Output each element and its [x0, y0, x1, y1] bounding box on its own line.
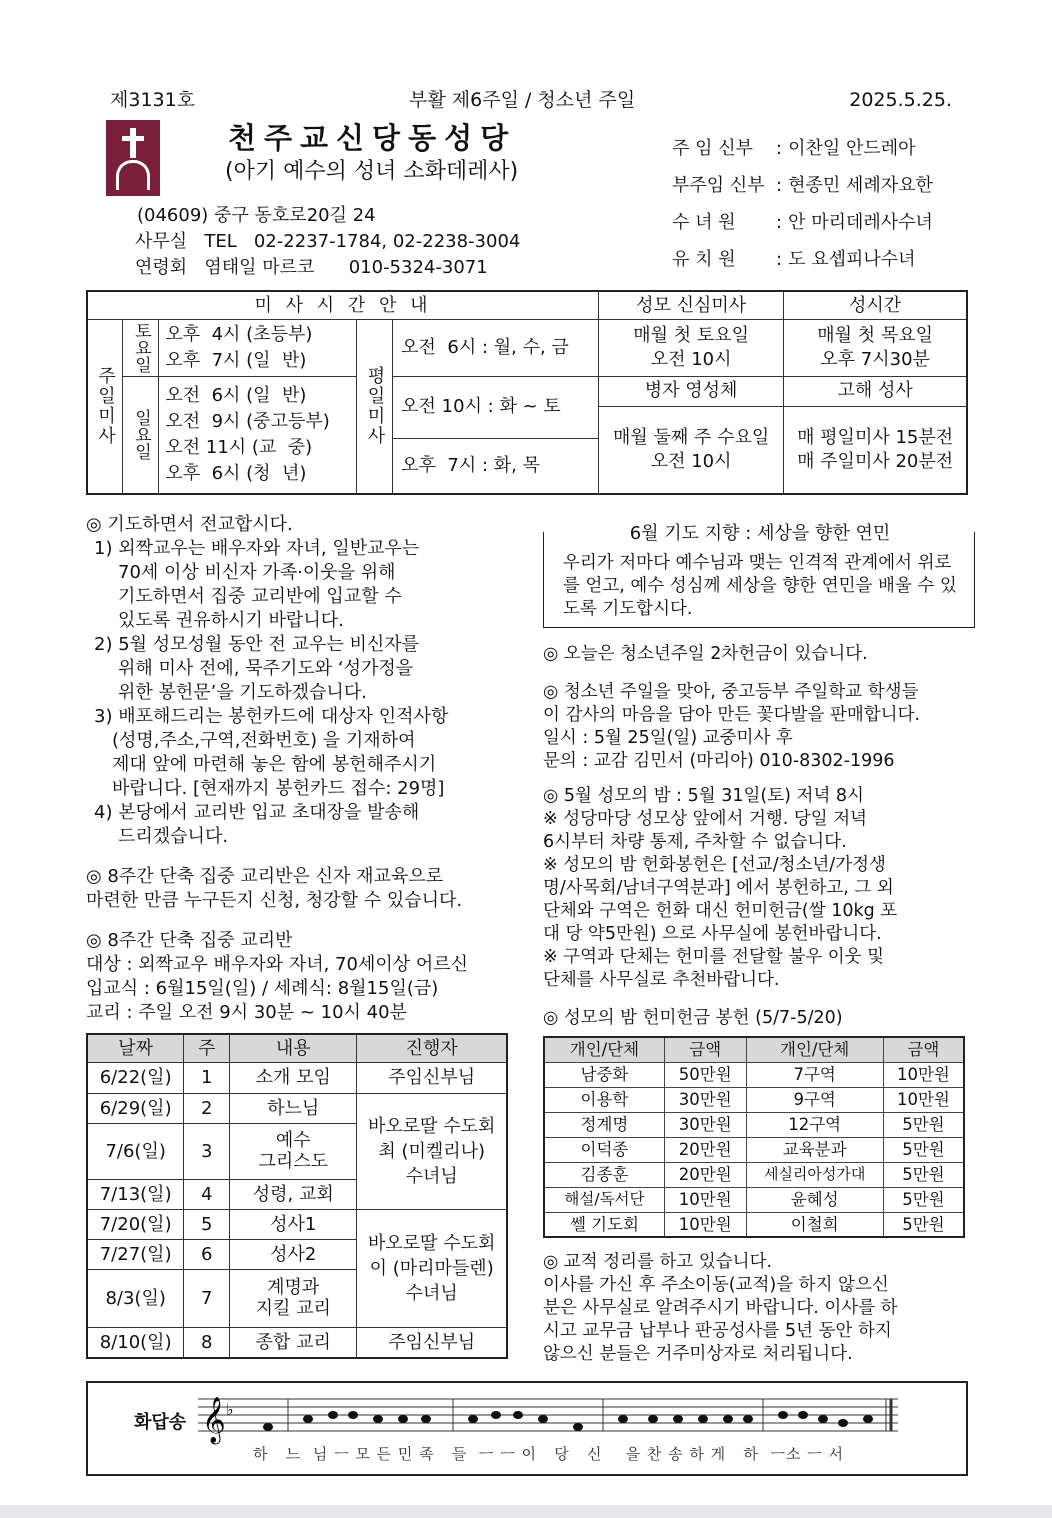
prayer-title: 6월 기도 지향 : 세상을 향한 연민: [560, 522, 960, 545]
notice-line: 기도하면서 집중 교리반에 입교할 수: [118, 586, 402, 607]
staff-row: 부주임 신부 : 현종민 세례자요한: [672, 175, 933, 196]
holy-hour-title: 성시간: [784, 291, 967, 319]
notice-line: 70세 이상 비신자 가족·이웃을 위해: [118, 562, 396, 583]
music-staff-icon: [198, 1389, 898, 1449]
table-row: 해설/독서단 10만원 윤혜성 5만원: [544, 1187, 964, 1212]
staff-row: 유 치 원 : 도 요셉피나수녀: [672, 249, 916, 270]
col-header: 금액: [883, 1037, 964, 1062]
devotion-title: 성모 신심미사: [599, 291, 784, 319]
notice-line: (성명,주소,구역,전화번호) 을 기재하여: [112, 730, 416, 751]
saturday-masses: 오후 4시 (초등부) 오후 7시 (일 반): [159, 319, 357, 376]
catechism-notice: ◎ 8주간 단축 집중 교리반은 신자 재교육으로: [86, 866, 444, 887]
holy-hour-text: 매월 첫 목요일 오후 7시30분: [784, 319, 967, 376]
staff-list: [672, 130, 933, 278]
confession-text: 매 평일미사 15분전 매 주일미사 20분전: [784, 406, 967, 494]
responsorial-psalm: [86, 1381, 968, 1476]
weekday-mass-2: 오전 10시 : 화 ~ 토: [393, 376, 599, 438]
office-phone: 사무실 TEL 02-2237-1784, 02-2238-3004: [135, 231, 521, 252]
notice-line: 제대 앞에 마련해 놓은 함에 봉헌해주시기: [112, 754, 437, 775]
catechism-notice: 마련한 만큼 누구든지 신청, 청강할 수 있습니다.: [86, 890, 463, 911]
mary-night-notice: ◎ 5월 성모의 밤 : 5월 31일(토) 저녁 8시 ※ 성당마당 성모상 앞에서 거행. 당일 저녁 6시부터 차량 통제, 주차할 수 없습니다. ※ 성모의 밤 헌화봉헌은 [선교/청소년/가정생 명/사목회/남녀구역분과] 에서 봉헌하고, 그 외 단체와 구역은 헌화 대신 헌미헌금(쌀 10kg 포 대 당 약5만원) 으로 사무실에 봉헌바랍니다. ※ 구역과 단체는 헌미를 전달할 불우 이웃 및 단체를 사무실로 추천바랍니다.: [543, 786, 898, 990]
col-header: 개인/단체: [544, 1037, 664, 1062]
evangel-title: ◎ 기도하면서 전교합시다.: [86, 514, 293, 535]
catechism-schedule-table: [86, 1033, 508, 1359]
table-row: 8/10(일) 8 종합 교리 주임신부님: [87, 1327, 507, 1358]
notice-line: 4) 본당에서 교리반 입교 초대장을 발송해: [94, 802, 420, 823]
collection-notice: ◎ 오늘은 청소년주일 2차헌금이 있습니다.: [543, 644, 868, 664]
weekday-mass-label: 평일미사: [357, 319, 393, 494]
council-contact: 연령회 염태일 마르코 010-5324-3071: [135, 257, 488, 278]
sunday-title: 부활 제6주일 / 청소년 주일: [409, 89, 636, 111]
issue-number: 제3131호: [110, 89, 196, 111]
psalm-label: 화답송: [134, 1412, 187, 1433]
svg-text:𝄞: 𝄞: [202, 1397, 226, 1443]
table-row: 정계명 30만원 12구역 5만원: [544, 1112, 964, 1137]
notice-line: 위한 봉헌문’을 기도하겠습니다.: [118, 682, 367, 703]
offering-table: [543, 1036, 965, 1238]
mass-title: 미 사 시 간 안 내: [87, 291, 599, 319]
mass-schedule-table: [86, 290, 968, 495]
notice-line: 바랍니다. [현재까지 봉헌카드 접수: 29명]: [112, 778, 445, 799]
notice-line: 위해 미사 전에, 묵주기도와 ‘성가정을: [118, 658, 414, 679]
sick-title: 병자 영성체: [599, 376, 784, 406]
church-contact: [135, 203, 520, 281]
prayer-body: 우리가 저마다 예수님과 맺는 인격적 관계에서 위로를 얻고, 예수 성심께 세상을 향한 연민을 배울 수 있도록 기도합시다.: [563, 553, 957, 619]
catechism-entry: 입교식 : 6월15일(일) / 세례식: 8월15일(금): [86, 978, 439, 999]
col-header: 주: [184, 1034, 230, 1062]
svg-text:♭: ♭: [226, 1400, 234, 1419]
left-notices: [86, 513, 506, 1025]
sunday-mass-label: 주일미사: [87, 319, 123, 494]
table-row: 7/13(일) 4 성령, 교회: [87, 1179, 507, 1209]
weekday-mass-1: 오전 6시 : 월, 수, 금: [393, 319, 599, 376]
table-row: 6/22(일) 1 소개 모임 주임신부님: [87, 1062, 507, 1093]
youth-notice: ◎ 청소년 주일을 맞아, 중고등부 주일학교 학생들 이 감사의 마음을 담아 만든 꽃다발을 판매합니다. 일시 : 5월 25일(일) 교중미사 후 문의 : 교감 김민서 (마리아) 010-8302-1996: [543, 682, 921, 771]
devotion-text: 매월 첫 토요일 오전 10시: [599, 319, 784, 376]
table-row: 7/6(일) 3 예수 그리스도: [87, 1123, 507, 1179]
sunday-masses: 오전 6시 (일 반) 오전 9시 (중고등부) 오전 11시 (교 중) 오후 6시 (청 년): [159, 376, 357, 494]
notice-line: 1) 외짝교우는 배우자와 자녀, 일반교우는: [94, 538, 420, 559]
table-row: 7/27(일) 6 성사2: [87, 1239, 507, 1269]
table-row: 김종훈 20만원 세실리아성가대 5만원: [544, 1162, 964, 1187]
registry-notice: ◎ 교적 정리를 하고 있습니다. 이사를 가신 후 주소이동(교적)을 하지 않으신 분은 사무실로 알려주시기 바랍니다. 이사를 하 시고 교무금 납부나 판공성사를 5년 동안 하지 않으신 분들은 거주미상자로 처리됩니다.: [543, 1252, 898, 1364]
issue-header: [110, 88, 952, 113]
table-row: 이용학 30만원 9구역 10만원: [544, 1087, 964, 1112]
notice-line: 있도록 권유하시기 바랍니다.: [118, 610, 344, 631]
catechism-time: 교리 : 주일 오전 9시 30분 ~ 10시 40분: [86, 1002, 407, 1023]
saturday-label: 토요일: [123, 319, 159, 376]
notice-line: 3) 배포해드리는 봉헌카드에 대상자 인적사항: [94, 706, 449, 727]
catechism-title: ◎ 8주간 단축 집중 교리반: [86, 930, 293, 951]
col-header: 진행자: [357, 1034, 507, 1062]
col-header: 개인/단체: [746, 1037, 883, 1062]
table-row: 쎌 기도회 10만원 이철희 5만원: [544, 1212, 964, 1237]
table-row: 남중화 50만원 7구역 10만원: [544, 1062, 964, 1087]
catechism-target: 대상 : 외짝교우 배우자와 자녀, 70세이상 어르신: [86, 954, 469, 975]
sick-text: 매월 둘째 주 수요일 오전 10시: [599, 406, 784, 494]
church-subtitle: (아기 예수의 성녀 소화데레사): [225, 159, 519, 184]
col-header: 날짜: [87, 1034, 184, 1062]
table-row: 이덕종 20만원 교육분과 5만원: [544, 1137, 964, 1162]
staff-row: 수 녀 원 : 안 마리데레사수녀: [672, 212, 933, 233]
psalm-lyrics: 하 느 님 ㅡ 모 든 민 족 들 ㅡ ㅡ 이 당 신 을 찬 송 하 게 하 ㅡ소 ㅡ 서: [253, 1445, 844, 1463]
col-header: 내용: [230, 1034, 357, 1062]
confession-title: 고해 성사: [784, 376, 967, 406]
notice-line: 드리겠습니다.: [118, 826, 229, 847]
col-header: 금액: [664, 1037, 746, 1062]
issue-date: 2025.5.25.: [849, 89, 952, 111]
table-row: 7/20(일) 5 성사1 바오로딸 수도회 이 (마리마들렌) 수녀님: [87, 1209, 507, 1239]
sunday-day-label: 일요일: [123, 376, 159, 494]
table-row: 6/29(일) 2 하느님 바오로딸 수도회 최 (미켈리나) 수녀님: [87, 1093, 507, 1123]
staff-row: 주 임 신부 : 이찬일 안드레아: [672, 138, 916, 159]
church-name: 천주교신당동성당: [228, 121, 517, 155]
church-address: (04609) 중구 동호로20길 24: [137, 205, 376, 226]
offering-title: ◎ 성모의 밤 헌미헌금 봉헌 (5/7-5/20): [543, 1008, 843, 1028]
weekday-mass-3: 오후 7시 : 화, 목: [393, 438, 599, 494]
page-bottom-bar: [0, 1505, 1052, 1518]
table-row: 8/3(일) 7 계명과 지킬 교리: [87, 1269, 507, 1327]
notice-line: 2) 5월 성모성월 동안 전 교우는 비신자를: [94, 634, 420, 655]
church-logo: [106, 120, 160, 196]
